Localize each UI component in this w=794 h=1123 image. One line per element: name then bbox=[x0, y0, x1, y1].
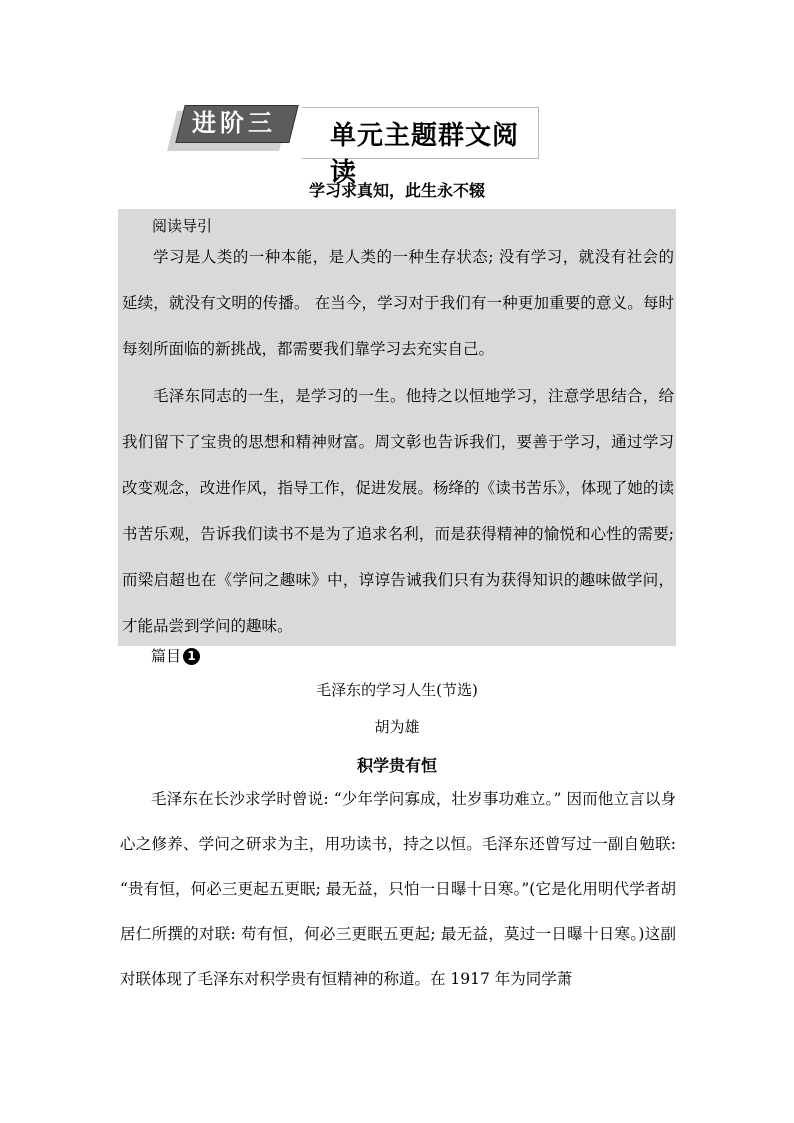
document-title: 学习求真知，此生永不辍 bbox=[308, 181, 485, 200]
section-label bbox=[151, 645, 200, 666]
article-author: 胡为雄 bbox=[374, 718, 420, 736]
article-title: 毛泽东的学习人生(节选) bbox=[316, 681, 478, 699]
section-label-text: 篇目 bbox=[151, 647, 182, 665]
section-number-badge: 1 bbox=[183, 648, 200, 665]
section-banner bbox=[162, 101, 542, 188]
banner-title: 单元主题群文阅读 bbox=[330, 121, 520, 188]
article-body: 毛泽东在长沙求学时曾说: “少年学问寡成，壮岁事功难立。” 因而他立言以身心之修养、学问之研求为主，用功读书，持之以恒。毛泽东还曾写过一副自勉联: “贵有恒，何必三更起五更眠; 最无益，只怕一日曝十日寒。”(它是化用明代学者胡居仁所撰的对联: 苟有恒，何必三更眠五更起; 最无益，莫过一日曝十日寒。)这副对联体现了毛泽东对积学贵有恒精神的称道。在 1917 年为同学萧 bbox=[120, 790, 676, 988]
banner-tag-text: 进阶三 bbox=[192, 109, 276, 137]
guide-paragraph-1: 学习是人类的一种本能，是人类的一种生存状态; 没有学习，就没有社会的延续，就没有文明的传播。 在当今，学习对于我们有一种更加重要的意义。每时每刻所面临的新挑战，都需要我们靠学习去充实自己。 bbox=[122, 248, 674, 358]
guide-paragraph-2: 毛泽东同志的一生，是学习的一生。他持之以恒地学习，注意学思结合，给我们留下了宝贵的思想和精神财富。周文彰也告诉我们，要善于学习，通过学习改变观念，改进作风，指导工作，促进发展。杨绛的《读书苦乐》，体现了她的读书苦乐观，告诉我们读书不是为了追求名利，而是获得精神的愉悦和心性的需要; 而梁启超也在《学问之趣味》中，谆谆告诫我们只有为获得知识的趣味做学问，才能品尝到学问的趣味。 bbox=[122, 387, 674, 635]
banner-tag bbox=[162, 101, 302, 157]
article-subtitle: 积学贵有恒 bbox=[356, 756, 437, 775]
reading-guide-label: 阅读导引 bbox=[152, 217, 213, 235]
reading-guide-box bbox=[118, 209, 676, 646]
